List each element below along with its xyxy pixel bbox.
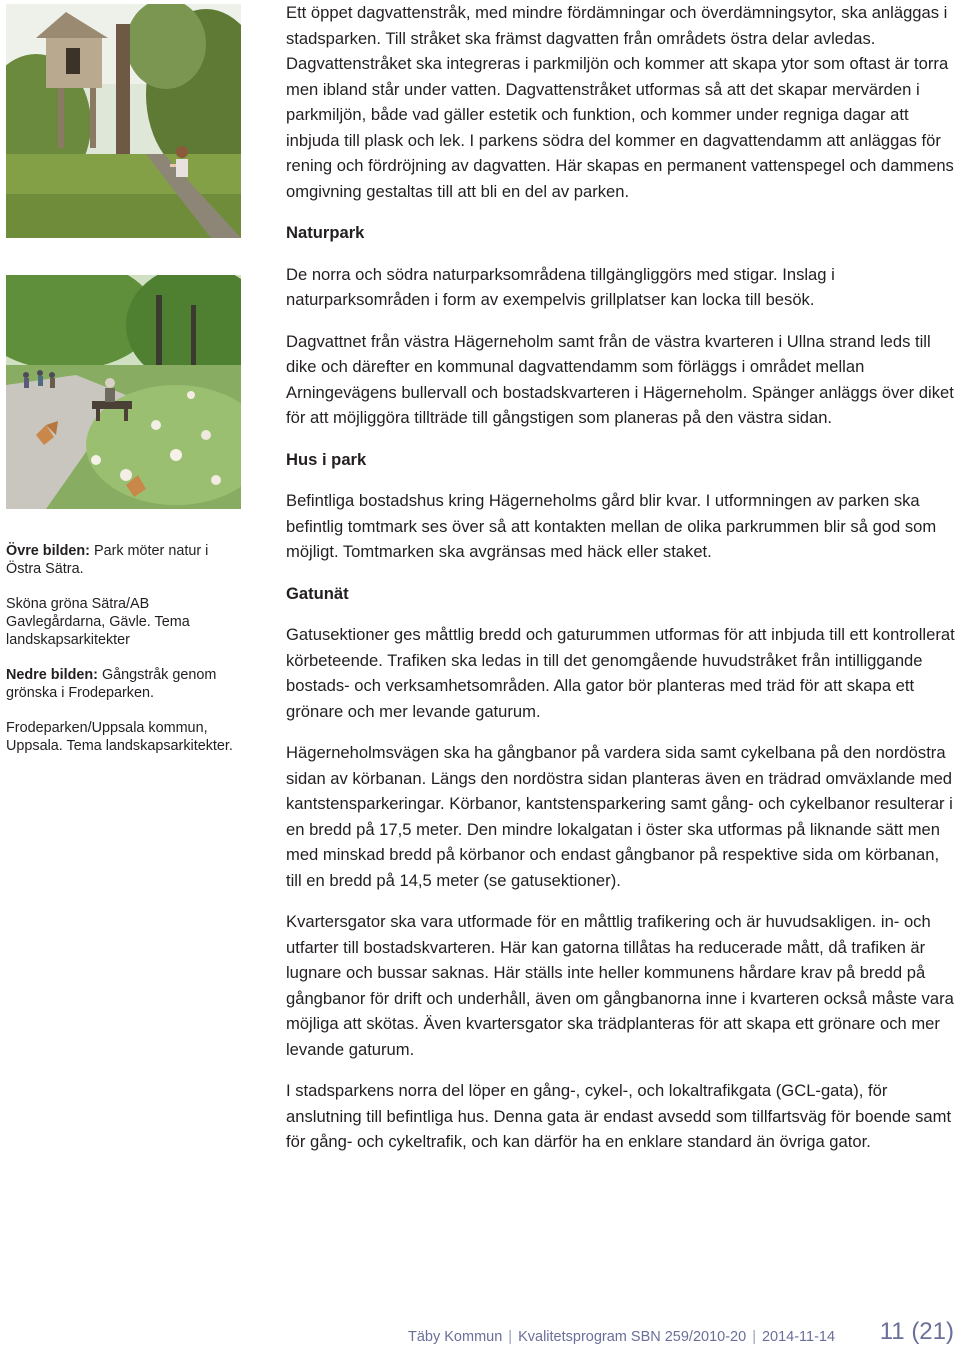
paragraph-dagvatten: Ett öppet dagvattenstråk, med mindre fördämningar och överdämningsytor, ska anläggas i stadsparken. Till stråket ska främst dagvatten från områdets östra delar avledas. Dagvattenstråket ska integreras i parkmiljön och kommer att skapa ytor som oftast är torra men ibland står under vatten. Dagvattenstråket utformas så att det skapar mervärden i parkmiljön, både vad gäller estetik och funktion, och kommer under regniga dagar att inbjuda till plask och lek. I parkens södra del kommer en dagvattendamm att anläggas för rening och fördröjning av dagvatten. Här skapas en permanent vattenspegel och dammens omgivning gestaltas till att bli en del av parken.: [286, 3, 954, 201]
park-path-illustration: [6, 275, 241, 509]
treehouse-photo: [6, 4, 241, 238]
footer-org: Täby Kommun: [408, 1329, 503, 1345]
page-number: 11 (21): [879, 1318, 954, 1345]
caption-upper-text: Park möter natur i Östra Sätra.: [6, 543, 209, 577]
caption-upper-credit: Sköna gröna Sätra/AB Gavlegårdarna, Gävle. Tema landskapsarkitekter: [6, 596, 190, 648]
paragraph-naturpark-stigar: De norra och södra naturparksområdena tillgängliggörs med stigar. Inslag i naturparksområden i form av exempelvis grillplatser kan locka till besök.: [286, 264, 835, 309]
footer-separator: |: [508, 1329, 513, 1345]
paragraph-kvartersgator: Kvartersgator ska vara utformade för en måttlig trafikering och är huvudsakligen. in- och utfarter till bostadskvarteren. Här kan gatorna tillåtas ha reducerade mått, då trafiken är lugnare och bussar saknas. Här ställs inte heller kommunens hårdare krav på bredd på gångbanor för drift och underhåll, även om gångbanorna inne i kvarteren också måste vara möjliga att skötas. Även kvartersgator ska trädplanteras för att skapa ett grönare och mer levande gaturum.: [286, 912, 954, 1059]
treehouse-illustration: [6, 4, 241, 238]
park-path-photo: [6, 275, 241, 509]
paragraph-gatusektioner: Gatusektioner ges måttlig bredd och gaturummen utformas för att inbjuda till ett kontrollerat körbeteende. Trafiken ska ledas in till det genomgående huvudstråket från intilliggande bostads- och verksamhetsområden. Alla gator bör planteras med träd för att skapa ett grönare och mer levande gaturum.: [286, 625, 955, 721]
caption-upper: [6, 542, 238, 578]
page-footer: [408, 1316, 956, 1350]
caption-upper-label: Övre bilden:: [6, 543, 90, 559]
image-captions: [6, 542, 238, 772]
main-text: [286, 0, 958, 1171]
paragraph-bostadshus: Befintliga bostadshus kring Hägerneholms gård blir kvar. I utformningen av parken ska befintlig tomtmark ses över så att kontakten mellan de olika parkrummen blir så god som möjligt. Tomtmarken ska avgränsas med häck eller staket.: [286, 491, 937, 561]
footer-date: 2014-11-14: [761, 1329, 836, 1345]
caption-lower-text: Gångstråk genom grönska i Frodeparken.: [6, 667, 217, 701]
paragraph-gcl-gata: I stadsparkens norra del löper en gång-, cykel-, och lokaltrafikgata (GCL-gata), för anslutning till befintliga hus. Denna gata är endast avsedd som tillfartsväg för boende samt för gång- och cykeltrafik, och kan därför ha en enklare standard än övriga gator.: [286, 1081, 952, 1151]
caption-lower: [6, 666, 238, 702]
heading-naturpark: Naturpark: [286, 223, 365, 242]
paragraph-hagerneholmsvagen: Hägerneholmsvägen ska ha gångbanor på vardera sida samt cykelbana på den nordöstra sidan av körbanan. Längs den nordöstra sidan planteras även en trädrad omväxlande med kantstensparkeringar. Körbanor, kantstensparkering samt gång- och cykelbanor resulterar i en bredd på 17,5 meter. Den mindre lokalgatan i öster ska utformas på liknande sätt men med minskad bredd på körbanor och endast gångbanor på respektive sida om körbanan, till en bredd på 14,5 meter (se gatusektioner).: [286, 743, 953, 890]
footer-separator: |: [752, 1329, 756, 1345]
heading-hus-i-park: Hus i park: [286, 449, 367, 469]
caption-lower-label: Nedre bilden:: [6, 667, 98, 683]
footer-program: Kvalitetsprogram SBN 259/2010-20: [518, 1329, 747, 1345]
heading-gatunat: Gatunät: [286, 583, 349, 603]
caption-lower-credit: Frodeparken/Uppsala kommun, Uppsala. Tema landskapsarkitekter.: [6, 720, 233, 754]
footer-meta: [408, 1329, 835, 1345]
paragraph-dagvattendamm: Dagvattnet från västra Hägerneholm samt från de västra kvarteren i Ullna strand leds till dike och därefter en kommunal dagvattendamm som förläggs i området mellan Arningevägens bullervall och bostadskvarteren i Hägerneholm. Spänger anläggs över diket för att möjliggöra tillträde till gångstigen som planeras på den västra sidan.: [286, 331, 954, 427]
